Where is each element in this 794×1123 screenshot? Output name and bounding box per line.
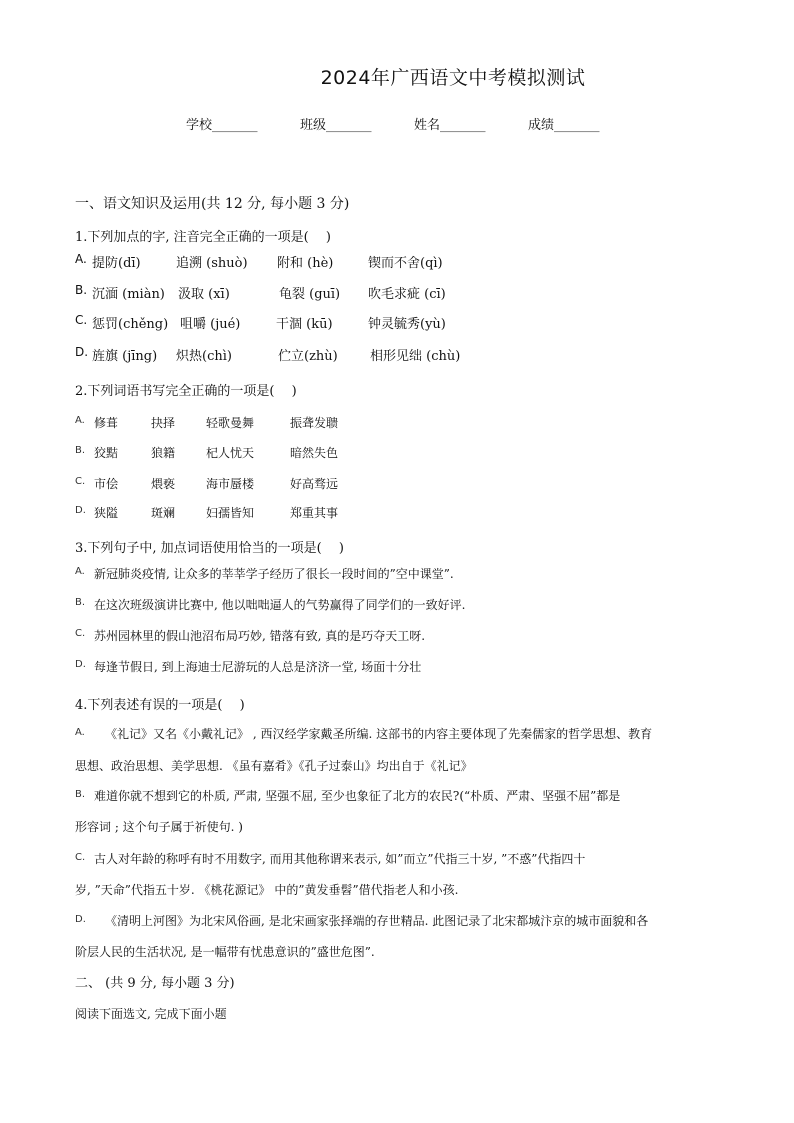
q2-option-a-item: 振聋发聩 [290,416,339,430]
q1-option-a-item: 提防(dī) [92,256,141,271]
q3-option-d-label[interactable]: D. [75,659,86,670]
q1-option-c-item: 咀嚼 (jué) [180,317,241,332]
score-field[interactable]: 成绩_______ [528,118,600,133]
q2-option-d-item: 郑重其事 [290,506,339,520]
q3-option-a-label[interactable]: A. [75,566,85,577]
q4-option-a-text: 《礼记》又名《小戴礼记》 , 西汉经学家戴圣所编. 这部书的内容主要体现了先秦儒家的哲学思想、教育 [105,727,653,741]
q1-option-b-item: 沉湎 (miàn) [92,287,165,302]
q2-option-c-item: 好高骛远 [290,477,339,491]
q1-option-d-item: 炽热(chì) [176,349,232,364]
q4-option-d-text: 《清明上河图》为北宋风俗画, 是北宋画家张择端的存世精品. 此图记录了北宋都城汴京的城市面貌和各 [105,914,649,928]
q4-option-d-label[interactable]: D. [75,914,86,925]
section-2-heading: 二、 (共 9 分, 每小题 3 分) [75,976,235,991]
q2-option-a-item: 抉择 [151,416,176,430]
q1-option-a-item: 追溯 (shuò) [176,256,248,271]
q3-option-c-text: 苏州园林里的假山池沼布局巧妙, 错落有致, 真的是巧夺天工呀. [94,629,426,643]
name-field[interactable]: 姓名_______ [414,118,486,133]
q2-option-b-label[interactable]: B. [75,445,86,456]
section-1-heading: 一、语文知识及运用(共 12 分, 每小题 3 分) [75,196,350,212]
q4-option-b-label[interactable]: B. [75,789,86,800]
q4-option-a-text-cont: 思想、政治思想、美学思想. 《虽有嘉肴》《孔子过泰山》均出自于《礼记》 [75,759,473,773]
q1-option-b-item: 吹毛求疵 (cī) [368,287,446,302]
q4-option-c-text: 古人对年龄的称呼有时不用数字, 而用其他称谓来表示, 如”而立”代指三十岁, ”不惑”代指四十 [94,852,586,866]
reading-prompt: 阅读下面选文, 完成下面小题 [75,1007,227,1021]
q2-option-a-item: 轻歌曼舞 [206,416,255,430]
page-title: 2024年广西语文中考模拟测试 [320,67,586,89]
q1-option-b-item: 汲取 (xī) [178,287,230,302]
q2-option-c-item: 煨亵 [151,477,176,491]
q2-option-d-item: 狭隘 [94,506,119,520]
q1-option-c-item: 钟灵毓秀(yù) [368,317,446,332]
q4-option-c-text-cont: 岁, ”天命”代指五十岁. 《桃花源记》 中的”黄发垂髫”借代指老人和小孩. [75,883,459,897]
q1-option-a-label[interactable]: A. [75,252,87,266]
q2-option-b-item: 杞人忧天 [206,446,255,460]
q2-option-c-item: 市侩 [94,477,119,491]
class-field[interactable]: 班级_______ [300,118,372,133]
q2-option-c-item: 海市蜃楼 [206,477,255,491]
q1-option-d-item: 伫立(zhù) [278,349,338,364]
question-3-stem: 3.下列句子中, 加点词语使用恰当的一项是( ) [75,541,344,556]
school-field[interactable]: 学校_______ [186,118,258,133]
q3-option-a-text: 新冠肺炎疫情, 让众多的莘莘学子经历了很长一段时间的”空中课堂”. [94,567,454,581]
q1-option-c-label[interactable]: C. [75,313,88,327]
q1-option-c-item: 干涸 (kū) [276,317,333,332]
q4-option-c-label[interactable]: C. [75,852,86,863]
q2-option-a-label[interactable]: A. [75,415,85,426]
q2-option-b-item: 暗然失色 [290,446,339,460]
student-info-row [186,114,618,133]
q3-option-b-text: 在这次班级演讲比赛中, 他以咄咄逼人的气势赢得了同学们的一致好评. [94,598,466,612]
q3-option-d-text: 每逢节假日, 到上海迪士尼游玩的人总是济济一堂, 场面十分壮 [94,660,422,674]
q1-option-c-item: 惩罚(chěng) [92,317,169,332]
q2-option-d-item: 斑斓 [151,506,176,520]
q2-option-a-item: 修葺 [94,416,119,430]
q2-option-d-item: 妇孺皆知 [206,506,255,520]
q2-option-c-label[interactable]: C. [75,476,86,487]
q1-option-d-item: 相形见绌 (chù) [370,349,461,364]
q4-option-d-text-cont: 阶层人民的生活状况, 是一幅带有忧患意识的”盛世危图”. [75,945,375,959]
question-1-stem: 1.下列加点的字, 注音完全正确的一项是( ) [75,230,331,245]
q1-option-b-label[interactable]: B. [75,283,88,297]
q4-option-a-label[interactable]: A. [75,727,85,738]
question-2-stem: 2.下列词语书写完全正确的一项是( ) [75,384,297,399]
q3-option-c-label[interactable]: C. [75,628,86,639]
question-4-stem: 4.下列表述有误的一项是( ) [75,698,245,713]
q4-option-b-text: 难道你就不想到它的朴质, 严肃, 坚强不屈, 至少也象征了北方的农民?(“朴质、严肃、坚强不屈”都是 [94,789,621,803]
q2-option-d-label[interactable]: D. [75,505,86,516]
q4-option-b-text-cont: 形容词 ; 这个句子属于祈使句. ) [75,820,243,834]
q1-option-a-item: 锲而不舍(qì) [368,256,443,271]
q1-option-d-label[interactable]: D. [75,345,89,359]
q3-option-b-label[interactable]: B. [75,597,86,608]
q2-option-b-item: 狡黠 [94,446,119,460]
q2-option-b-item: 狼籍 [151,446,176,460]
q1-option-b-item: 龟裂 (guī) [279,287,341,302]
q1-option-a-item: 附和 (hè) [277,256,334,271]
q1-option-d-item: 旌旗 (jīng) [92,349,158,364]
